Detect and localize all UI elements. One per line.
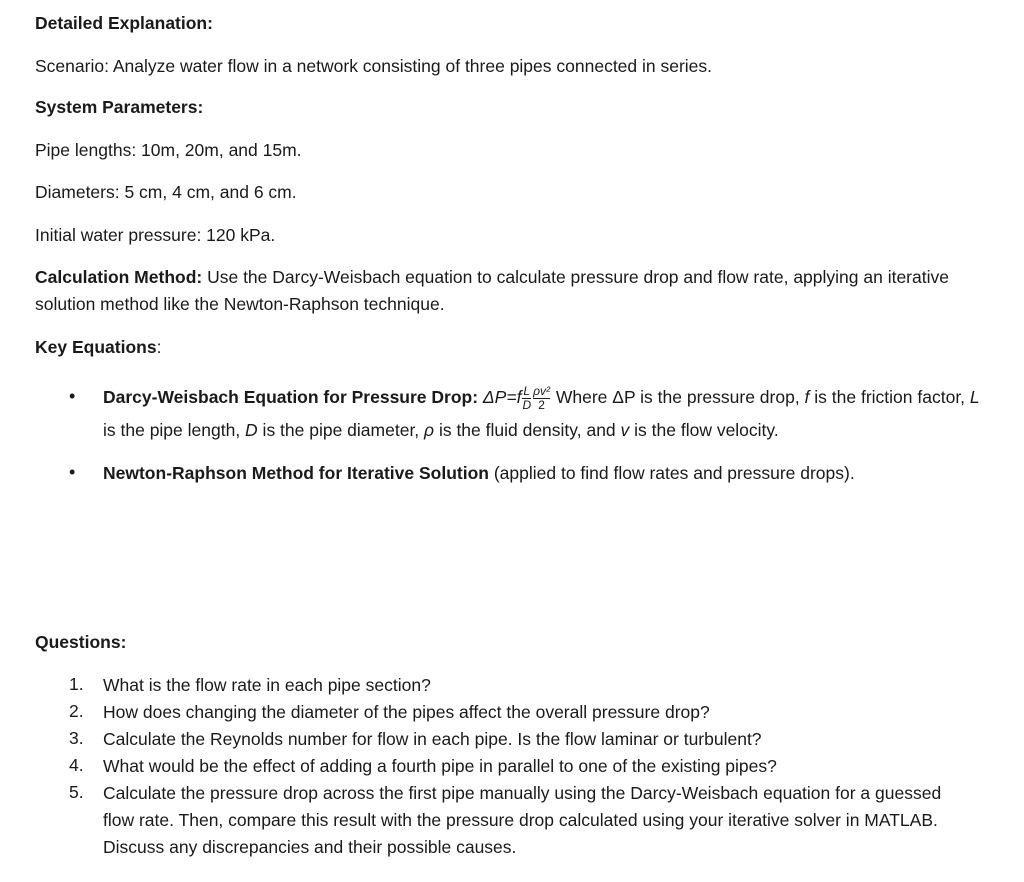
key-equations-heading: Key Equations: <box>35 337 162 357</box>
equation-lhs: ΔP= <box>482 387 517 407</box>
list-item-darcy-weisbach: Darcy-Weisbach Equation for Pressure Drop: ΔP=f $\frac{L}{D}$ $\frac{\text{ρv²}}{2}$ Where ΔP is the pressure drop, f is the friction factor, L is the pipe length, D is the pipe diameter, ρ is the fluid density, and v is the flow velocity. <box>103 383 980 440</box>
list-item-number: 1. <box>69 674 84 694</box>
pipe-lengths-text: Pipe lengths: 10m, 20m, and 15m. <box>35 140 302 160</box>
list-item: How does changing the diameter of the pipes affect the overall pressure drop? <box>103 702 710 722</box>
list-item: What would be the effect of adding a fourth pipe in parallel to one of the existing pipes? <box>103 756 777 776</box>
bullet-icon: • <box>69 462 76 482</box>
initial-pressure-text: Initial water pressure: 120 kPa. <box>35 225 276 245</box>
questions-heading: Questions: <box>35 632 127 652</box>
fraction-rho-v2-over-2: $\frac{\text{ρv²}}{2}$ <box>533 383 550 412</box>
bullet-icon: • <box>69 386 76 406</box>
list-item-newton-raphson: Newton-Raphson Method for Iterative Solution (applied to find flow rates and pressure drops). <box>103 463 855 483</box>
darcy-weisbach-label: Darcy-Weisbach Equation for Pressure Drop: <box>103 387 479 407</box>
list-item-number: 3. <box>69 728 84 748</box>
fraction-l-over-d: $\frac{L}{D}$ <box>522 383 532 412</box>
list-item: What is the flow rate in each pipe section? <box>103 675 431 695</box>
calculation-method-label: Calculation Method: <box>35 267 203 287</box>
key-equations-label: Key Equations <box>35 337 157 357</box>
document-heading: Detailed Explanation: <box>35 13 213 33</box>
scenario-text: Scenario: Analyze water flow in a network consisting of three pipes connected in series. <box>35 56 713 76</box>
list-item-number: 5. <box>69 782 84 802</box>
diameters-text: Diameters: 5 cm, 4 cm, and 6 cm. <box>35 182 297 202</box>
list-item: Calculate the Reynolds number for flow in each pipe. Is the flow laminar or turbulent? <box>103 729 762 749</box>
system-parameters-heading: System Parameters: <box>35 97 204 117</box>
list-item-number: 4. <box>69 755 84 775</box>
newton-raphson-label: Newton-Raphson Method for Iterative Solution <box>103 463 489 483</box>
calculation-method-paragraph <box>35 264 965 318</box>
calculation-method-text: Use the Darcy-Weisbach equation to calculate pressure drop and flow rate, applying an iterative solution method like the Newton-Raphson technique. <box>35 267 949 314</box>
list-item-number: 2. <box>69 701 84 721</box>
equation-friction-factor: f <box>516 387 522 407</box>
list-item: Calculate the pressure drop across the first pipe manually using the Darcy-Weisbach equation for a guessed flow rate. Then, compare this result with the pressure drop calculated using your iterative solver in MATLAB. Discuss any discrepancies and their possible causes. <box>103 783 942 857</box>
